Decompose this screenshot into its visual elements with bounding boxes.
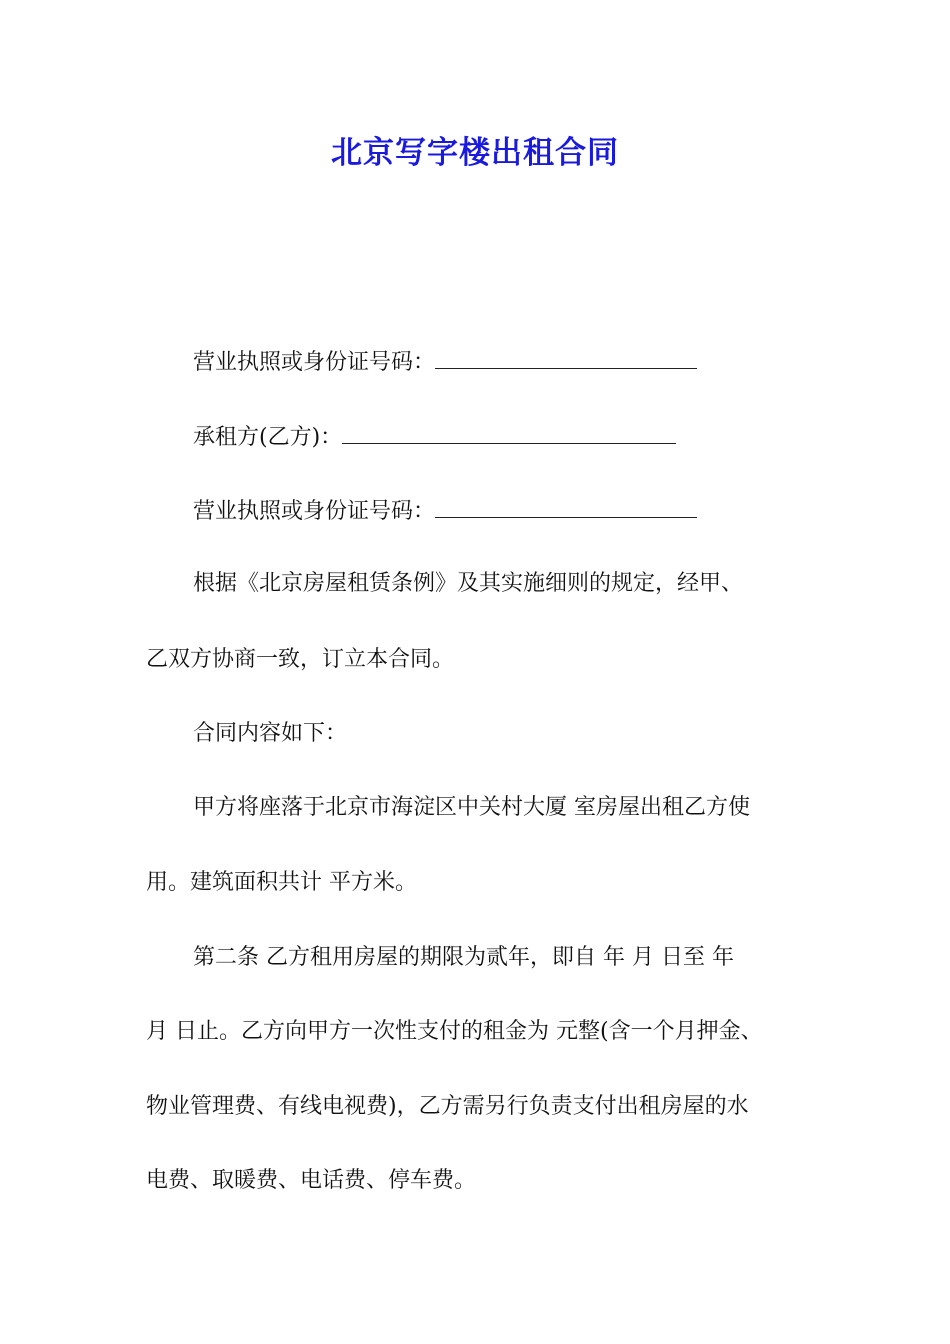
lessee-field <box>193 421 676 453</box>
paragraph-line: 根据《北京房屋租赁条例》及其实施细则的规定，经甲、 <box>193 571 744 596</box>
paragraph-line: 乙双方协商一致，订立本合同。 <box>146 647 455 672</box>
paragraph-line: 用。建筑面积共计 平方米。 <box>146 870 417 895</box>
paragraph-line: 第二条 乙方租用房屋的期限为贰年，即自 年 月 日至 年 <box>193 945 734 970</box>
paragraph-line: 甲方将座落于北京市海淀区中关村大厦 室房屋出租乙方使 <box>193 795 750 820</box>
document-title: 北京写字楼出租合同 <box>331 135 619 171</box>
id-number-field-2 <box>193 495 697 527</box>
paragraph-line: 电费、取暖费、电话费、停车费。 <box>146 1168 477 1193</box>
fill-in-blank[interactable] <box>435 495 697 518</box>
field-label: 承租方(乙方)： <box>193 425 343 450</box>
paragraph-line: 合同内容如下： <box>193 721 348 746</box>
paragraph-line: 月 日止。乙方向甲方一次性支付的租金为 元整(含一个月押金、 <box>146 1019 763 1044</box>
field-label: 营业执照或身份证号码： <box>193 499 436 524</box>
fill-in-blank[interactable] <box>342 421 676 444</box>
fill-in-blank[interactable] <box>435 346 697 369</box>
field-label: 营业执照或身份证号码： <box>193 350 436 375</box>
paragraph-line: 物业管理费、有线电视费)，乙方需另行负责支付出租房屋的水 <box>146 1094 749 1119</box>
id-number-field-1 <box>193 346 697 378</box>
